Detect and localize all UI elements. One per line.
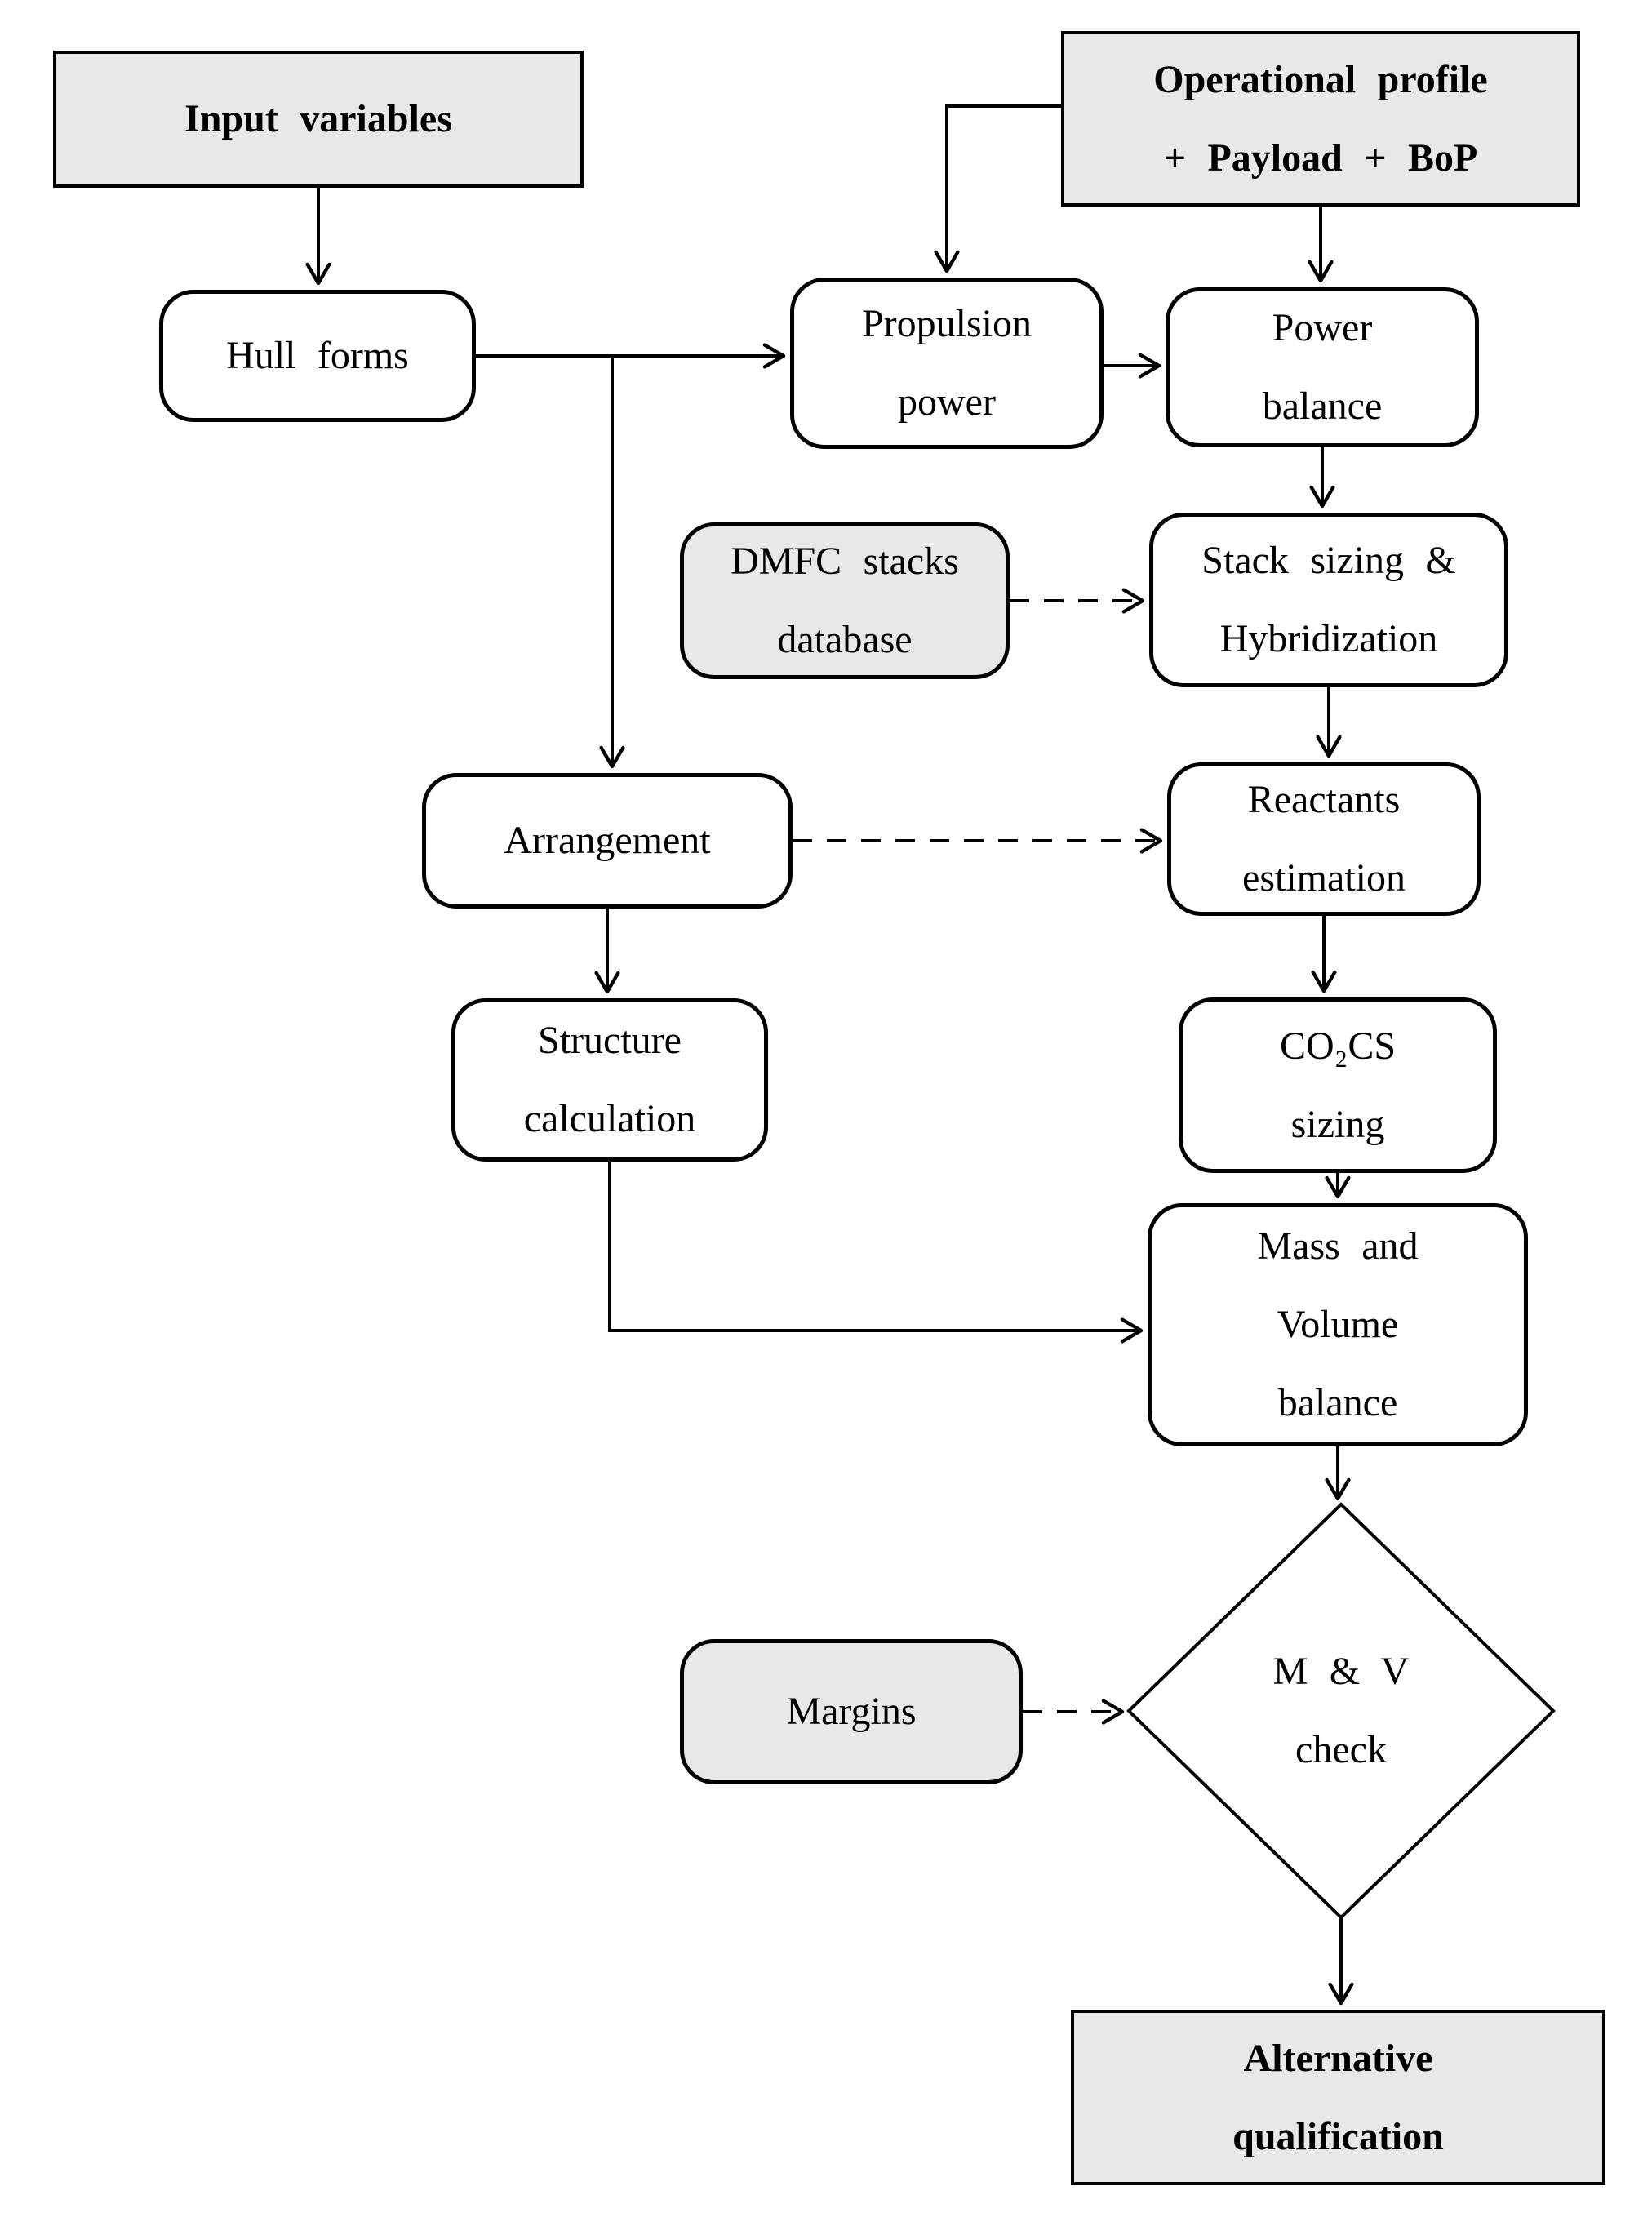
- node-power-balance: [1166, 287, 1479, 447]
- node-label: Volume: [1277, 1303, 1399, 1346]
- edge-structure-calculation-to-mass-volume-balance: [610, 1162, 1141, 1331]
- node-label: M & V: [1272, 1650, 1410, 1693]
- node-label: Hull forms: [226, 334, 409, 377]
- node-label: database: [777, 618, 913, 661]
- node-co2cs-sizing: [1179, 997, 1497, 1173]
- node-label: qualification: [1232, 2114, 1444, 2158]
- node-label: Reactants: [1247, 778, 1401, 821]
- node-mass-volume-balance: [1148, 1203, 1528, 1446]
- node-alternative-qualification: [1071, 2010, 1605, 2185]
- node-label: Stack sizing &: [1201, 539, 1456, 582]
- node-label: balance: [1262, 384, 1383, 428]
- node-margins: [680, 1639, 1023, 1784]
- edge-operational-profile-to-propulsion-power: [947, 106, 1061, 271]
- node-label: Structure: [538, 1019, 682, 1062]
- node-label: DMFC stacks: [731, 540, 959, 583]
- node-stack-sizing: [1149, 513, 1508, 687]
- node-propulsion-power: [790, 278, 1104, 449]
- node-label: + Payload + BoP: [1163, 136, 1478, 180]
- node-hull-forms: [159, 290, 476, 422]
- node-label: estimation: [1242, 856, 1406, 900]
- node-input-variables: [53, 51, 584, 188]
- node-label: Hybridization: [1219, 617, 1438, 660]
- node-label: Alternative: [1243, 2036, 1433, 2080]
- node-mv-check-label: [1178, 1588, 1504, 1833]
- node-label: Input variables: [184, 97, 452, 140]
- node-label: power: [898, 380, 996, 424]
- node-operational-profile: [1061, 31, 1580, 207]
- node-reactants-estimation: [1167, 762, 1481, 916]
- node-dmfc-database: [680, 522, 1010, 679]
- node-label: Arrangement: [504, 819, 711, 862]
- node-label: Propulsion: [861, 302, 1032, 345]
- node-label: Margins: [786, 1690, 917, 1733]
- node-label: check: [1295, 1728, 1387, 1771]
- node-label: Mass and: [1257, 1224, 1419, 1268]
- node-label: sizing: [1290, 1102, 1385, 1146]
- node-label: Operational profile: [1153, 57, 1488, 101]
- node-label: balance: [1277, 1381, 1398, 1424]
- node-arrangement: [422, 773, 793, 909]
- node-label: Power: [1272, 306, 1373, 349]
- node-label: calculation: [523, 1097, 696, 1140]
- node-label: CO₂CS: [1279, 1024, 1397, 1068]
- node-structure-calculation: [451, 998, 768, 1162]
